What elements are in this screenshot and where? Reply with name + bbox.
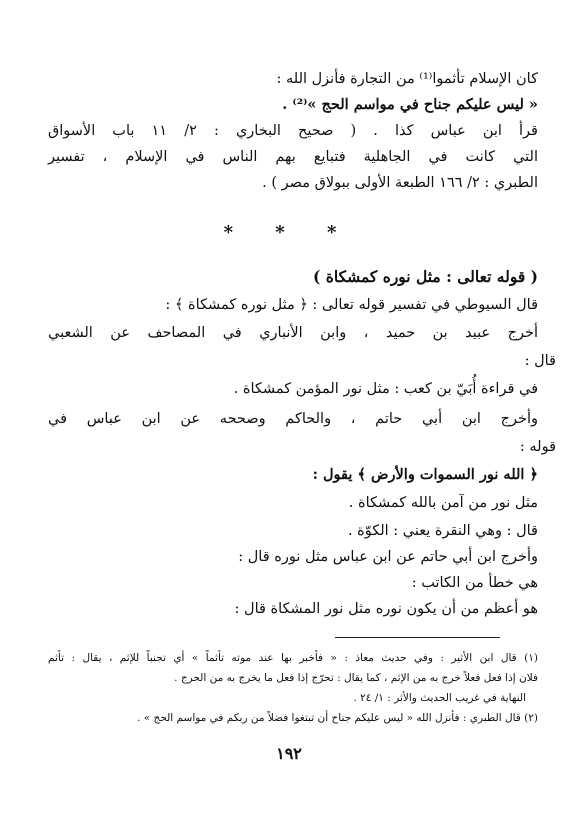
- footnote-1-line-2: فلان إذا فعل فعلاً خرج به من الإثم ، كما يقال : تحرّج إذا فعل ما يخرج به من الحرج .: [174, 672, 538, 684]
- top-line-4: التي كانت في الجاهلية فتبايع بهم الناس في الإسلام ، تفسير: [48, 149, 538, 165]
- body-line-6: قوله :: [519, 439, 556, 455]
- top-line-1: كان الإسلام تأثموا⁽¹⁾ من التجارة فأنزل الله :: [276, 71, 538, 87]
- body-line-7: ﴿ الله نور السموات والأرض ﴾ يقول :: [312, 466, 538, 483]
- section-separator: * * *: [223, 222, 355, 243]
- top-line-3: قرأ ابن عباس كذا . ( صحيح البخاري : ٢/ ١١ باب الأسواق: [48, 123, 538, 139]
- body-line-1: قال السيوطي في تفسير قوله تعالى : ﴿ مثل نوره كمشكاة ﴾ :: [165, 297, 538, 313]
- page-number: ١٩٢: [276, 744, 302, 763]
- top-line-5: الطبري : ٢/ ١٦٦ الطبعة الأولى ببولاق مصر ) .: [262, 175, 538, 191]
- footnote-1-line-1: (١) قال ابن الأثير : وفي حديث معاذ : « فأخبر بها عند موته تأثماً » أي تجنباً للإثم ، يقال : تأثم: [48, 652, 538, 664]
- top-line-2: « ليس عليكم جناح في مواسم الحج »⁽²⁾ .: [282, 96, 538, 113]
- footnote-1-line-3: النهاية في غريب الحديث والأثر : ١/ ٢٤ .: [353, 692, 526, 704]
- section-title: ( قوله تعالى : مثل نوره كمشكاة ): [313, 267, 538, 286]
- body-line-3: قال :: [524, 353, 556, 369]
- footnote-2: (٢) قال الطبري : فأنزل الله « ليس عليكم جناح أن تبتغوا فضلاً من ربكم في مواسم الحج » .: [137, 712, 538, 724]
- body-line-10: وأخرج ابن أبي حاتم عن ابن عباس مثل نوره قال :: [238, 549, 538, 565]
- body-line-8: مثل نور من آمن بالله كمشكاة .: [348, 495, 538, 511]
- body-line-4: في قراءة أُبَيّ بن كعب : مثل نور المؤمن كمشكاة .: [233, 381, 538, 397]
- body-line-11: هي خطأ من الكاتب :: [411, 575, 538, 591]
- body-line-2: أخرج عبيد بن حميد ، وابن الأنباري في المصاحف عن الشعبي: [48, 325, 538, 341]
- footnote-rule: [335, 637, 500, 638]
- body-line-12: هو أعظم من أن يكون نوره مثل نور المشكاة قال :: [234, 601, 538, 617]
- body-line-9: قال : وهي النقرة يعني : الكوّة .: [347, 523, 538, 539]
- body-line-5: وأخرج ابن أبي حاتم ، والحاكم وصححه عن ابن عباس في: [48, 411, 538, 427]
